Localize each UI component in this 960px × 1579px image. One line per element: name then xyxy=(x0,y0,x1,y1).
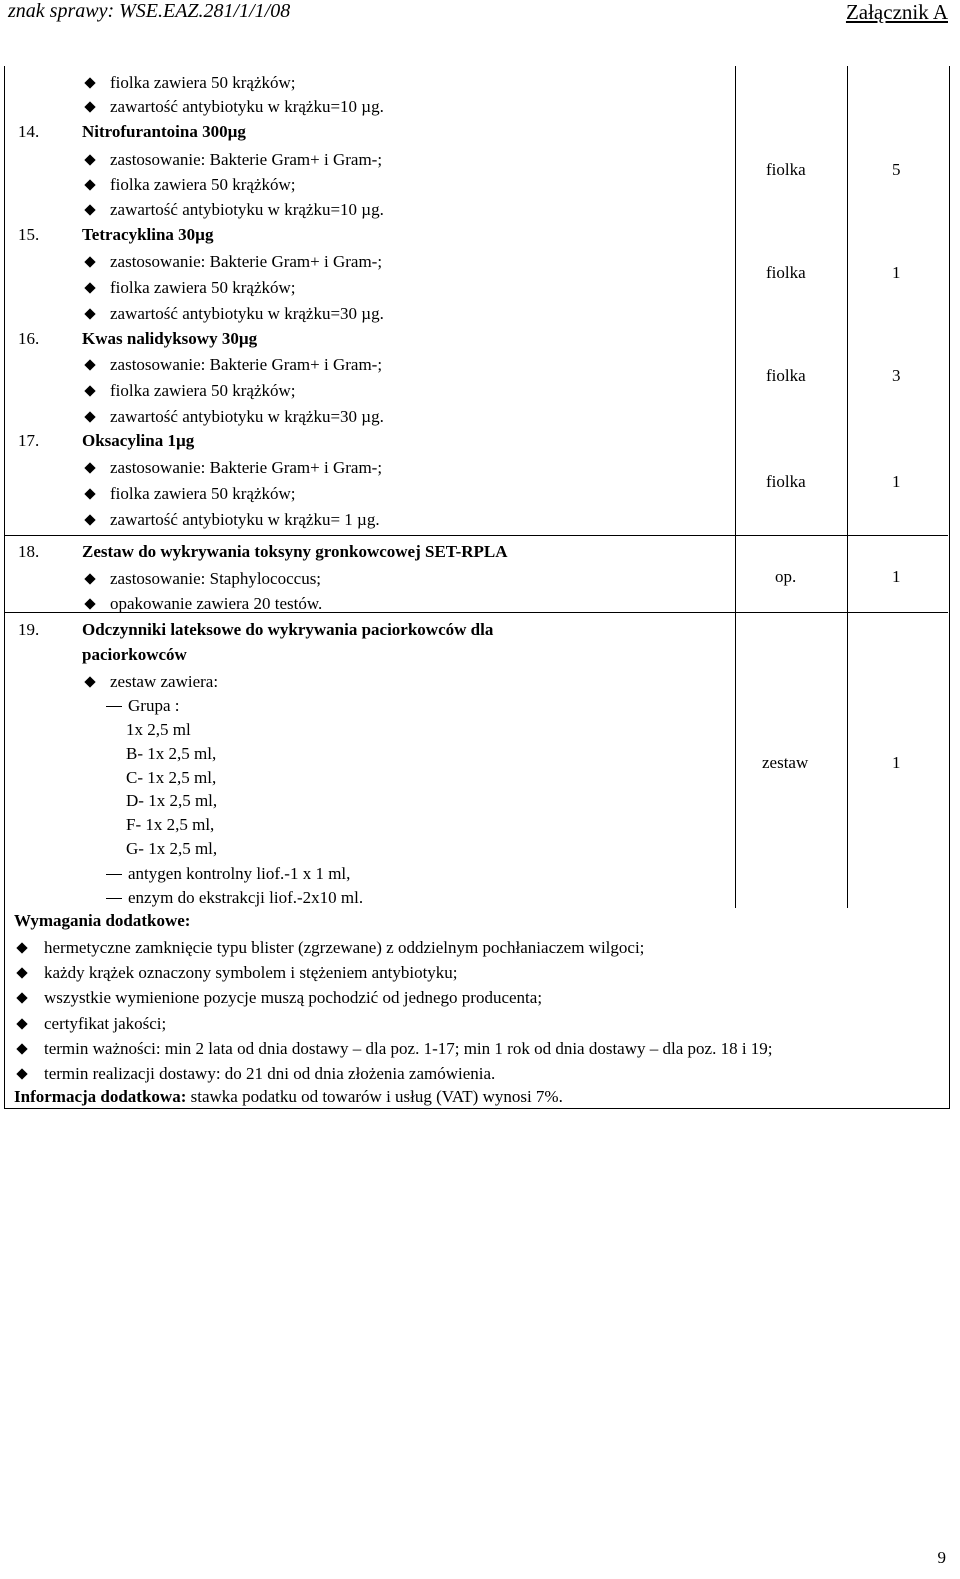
item-detail: fiolka zawiera 50 krążków; xyxy=(110,175,296,194)
dash-icon xyxy=(106,874,122,875)
item-number: 18. xyxy=(18,542,40,561)
item-name: Tetracyklina 30µg xyxy=(82,225,214,244)
column-divider-qty xyxy=(847,66,848,908)
item-number: 19. xyxy=(18,620,40,639)
requirement-item: certyfikat jakości; xyxy=(44,1014,167,1033)
dash-icon xyxy=(106,898,122,899)
item-quantity: 5 xyxy=(892,160,901,179)
item-detail: zawartość antybiotyku w krążku= 1 µg. xyxy=(110,510,380,529)
item-unit: fiolka xyxy=(766,366,806,385)
item-detail: zawartość antybiotyku w krążku=30 µg. xyxy=(110,407,384,426)
group-entry: G- 1x 2,5 ml, xyxy=(126,839,218,858)
additional-info-label: Informacja dodatkowa: xyxy=(14,1087,187,1106)
item-quantity: 1 xyxy=(892,567,901,586)
group-label: Grupa : xyxy=(128,696,180,715)
item-number: 14. xyxy=(18,122,40,141)
item-detail: zestaw zawiera: xyxy=(110,672,219,691)
group-entry: F- 1x 2,5 ml, xyxy=(126,815,215,834)
item-detail: fiolka zawiera 50 krążków; xyxy=(110,278,296,297)
requirements-title: Wymagania dodatkowe: xyxy=(14,911,191,930)
item-unit: fiolka xyxy=(766,472,806,491)
item-detail: fiolka zawiera 50 krążków; xyxy=(110,73,296,92)
case-reference: znak sprawy: WSE.EAZ.281/1/1/08 xyxy=(8,0,291,22)
item-name: Zestaw do wykrywania toksyny gronkowcowej SET-RPLA xyxy=(82,542,508,561)
kit-extra: antygen kontrolny liof.-1 x 1 ml, xyxy=(128,864,351,883)
requirement-item: termin ważności: min 2 lata od dnia dostawy – dla poz. 1-17; min 1 rok od dnia dostawy – dla poz. 18 i 19; xyxy=(44,1039,773,1058)
item-detail: opakowanie zawiera 20 testów. xyxy=(110,594,323,613)
item-quantity: 1 xyxy=(892,753,901,772)
item-number: 17. xyxy=(18,431,40,450)
additional-info xyxy=(14,1085,563,1109)
group-entry: D- 1x 2,5 ml, xyxy=(126,791,218,810)
item-number: 15. xyxy=(18,225,40,244)
item-unit: op. xyxy=(775,567,797,586)
item-detail: zastosowanie: Staphylococcus; xyxy=(110,569,322,588)
item-detail: zastosowanie: Bakterie Gram+ i Gram-; xyxy=(110,252,383,271)
item-quantity: 3 xyxy=(892,366,901,385)
item-name: Oksacylina 1µg xyxy=(82,431,195,450)
group-entry: C- 1x 2,5 ml, xyxy=(126,768,217,787)
requirement-item: termin realizacji dostawy: do 21 dni od dnia złożenia zamówienia. xyxy=(44,1064,496,1083)
requirement-item: hermetyczne zamknięcie typu blister (zgrzewane) z oddzielnym pochłaniaczem wilgoci; xyxy=(44,938,645,957)
row-divider xyxy=(4,535,948,536)
item-detail: fiolka zawiera 50 krążków; xyxy=(110,484,296,503)
column-divider-unit xyxy=(735,66,736,908)
item-name-continued: paciorkowców xyxy=(82,645,187,664)
item-detail: zawartość antybiotyku w krążku=10 µg. xyxy=(110,97,384,116)
group-entry: 1x 2,5 ml xyxy=(126,720,191,739)
additional-info-text: stawka podatku od towarów i usług (VAT) wynosi 7%. xyxy=(186,1087,563,1106)
item-detail: zawartość antybiotyku w krążku=10 µg. xyxy=(110,200,384,219)
item-quantity: 1 xyxy=(892,263,901,282)
item-quantity: 1 xyxy=(892,472,901,491)
page-number: 9 xyxy=(937,1548,946,1567)
item-unit: fiolka xyxy=(766,263,806,282)
item-detail: zastosowanie: Bakterie Gram+ i Gram-; xyxy=(110,458,383,477)
item-number: 16. xyxy=(18,329,40,348)
group-entry: B- 1x 2,5 ml, xyxy=(126,744,217,763)
kit-extra: enzym do ekstrakcji liof.-2x10 ml. xyxy=(128,888,364,907)
item-detail: zawartość antybiotyku w krążku=30 µg. xyxy=(110,304,384,323)
item-unit: fiolka xyxy=(766,160,806,179)
item-name: Odczynniki lateksowe do wykrywania paciorkowców dla xyxy=(82,620,494,639)
dash-icon xyxy=(106,706,122,707)
item-detail: zastosowanie: Bakterie Gram+ i Gram-; xyxy=(110,355,383,374)
item-name: Kwas nalidyksowy 30µg xyxy=(82,329,258,348)
requirement-item: wszystkie wymienione pozycje muszą pochodzić od jednego producenta; xyxy=(44,988,543,1007)
attachment-label: Załącznik A xyxy=(845,0,948,24)
item-detail: fiolka zawiera 50 krążków; xyxy=(110,381,296,400)
item-unit: zestaw xyxy=(762,753,809,772)
item-name: Nitrofurantoina 300µg xyxy=(82,122,246,141)
requirement-item: każdy krążek oznaczony symbolem i stężeniem antybiotyku; xyxy=(44,963,458,982)
item-detail: zastosowanie: Bakterie Gram+ i Gram-; xyxy=(110,150,383,169)
